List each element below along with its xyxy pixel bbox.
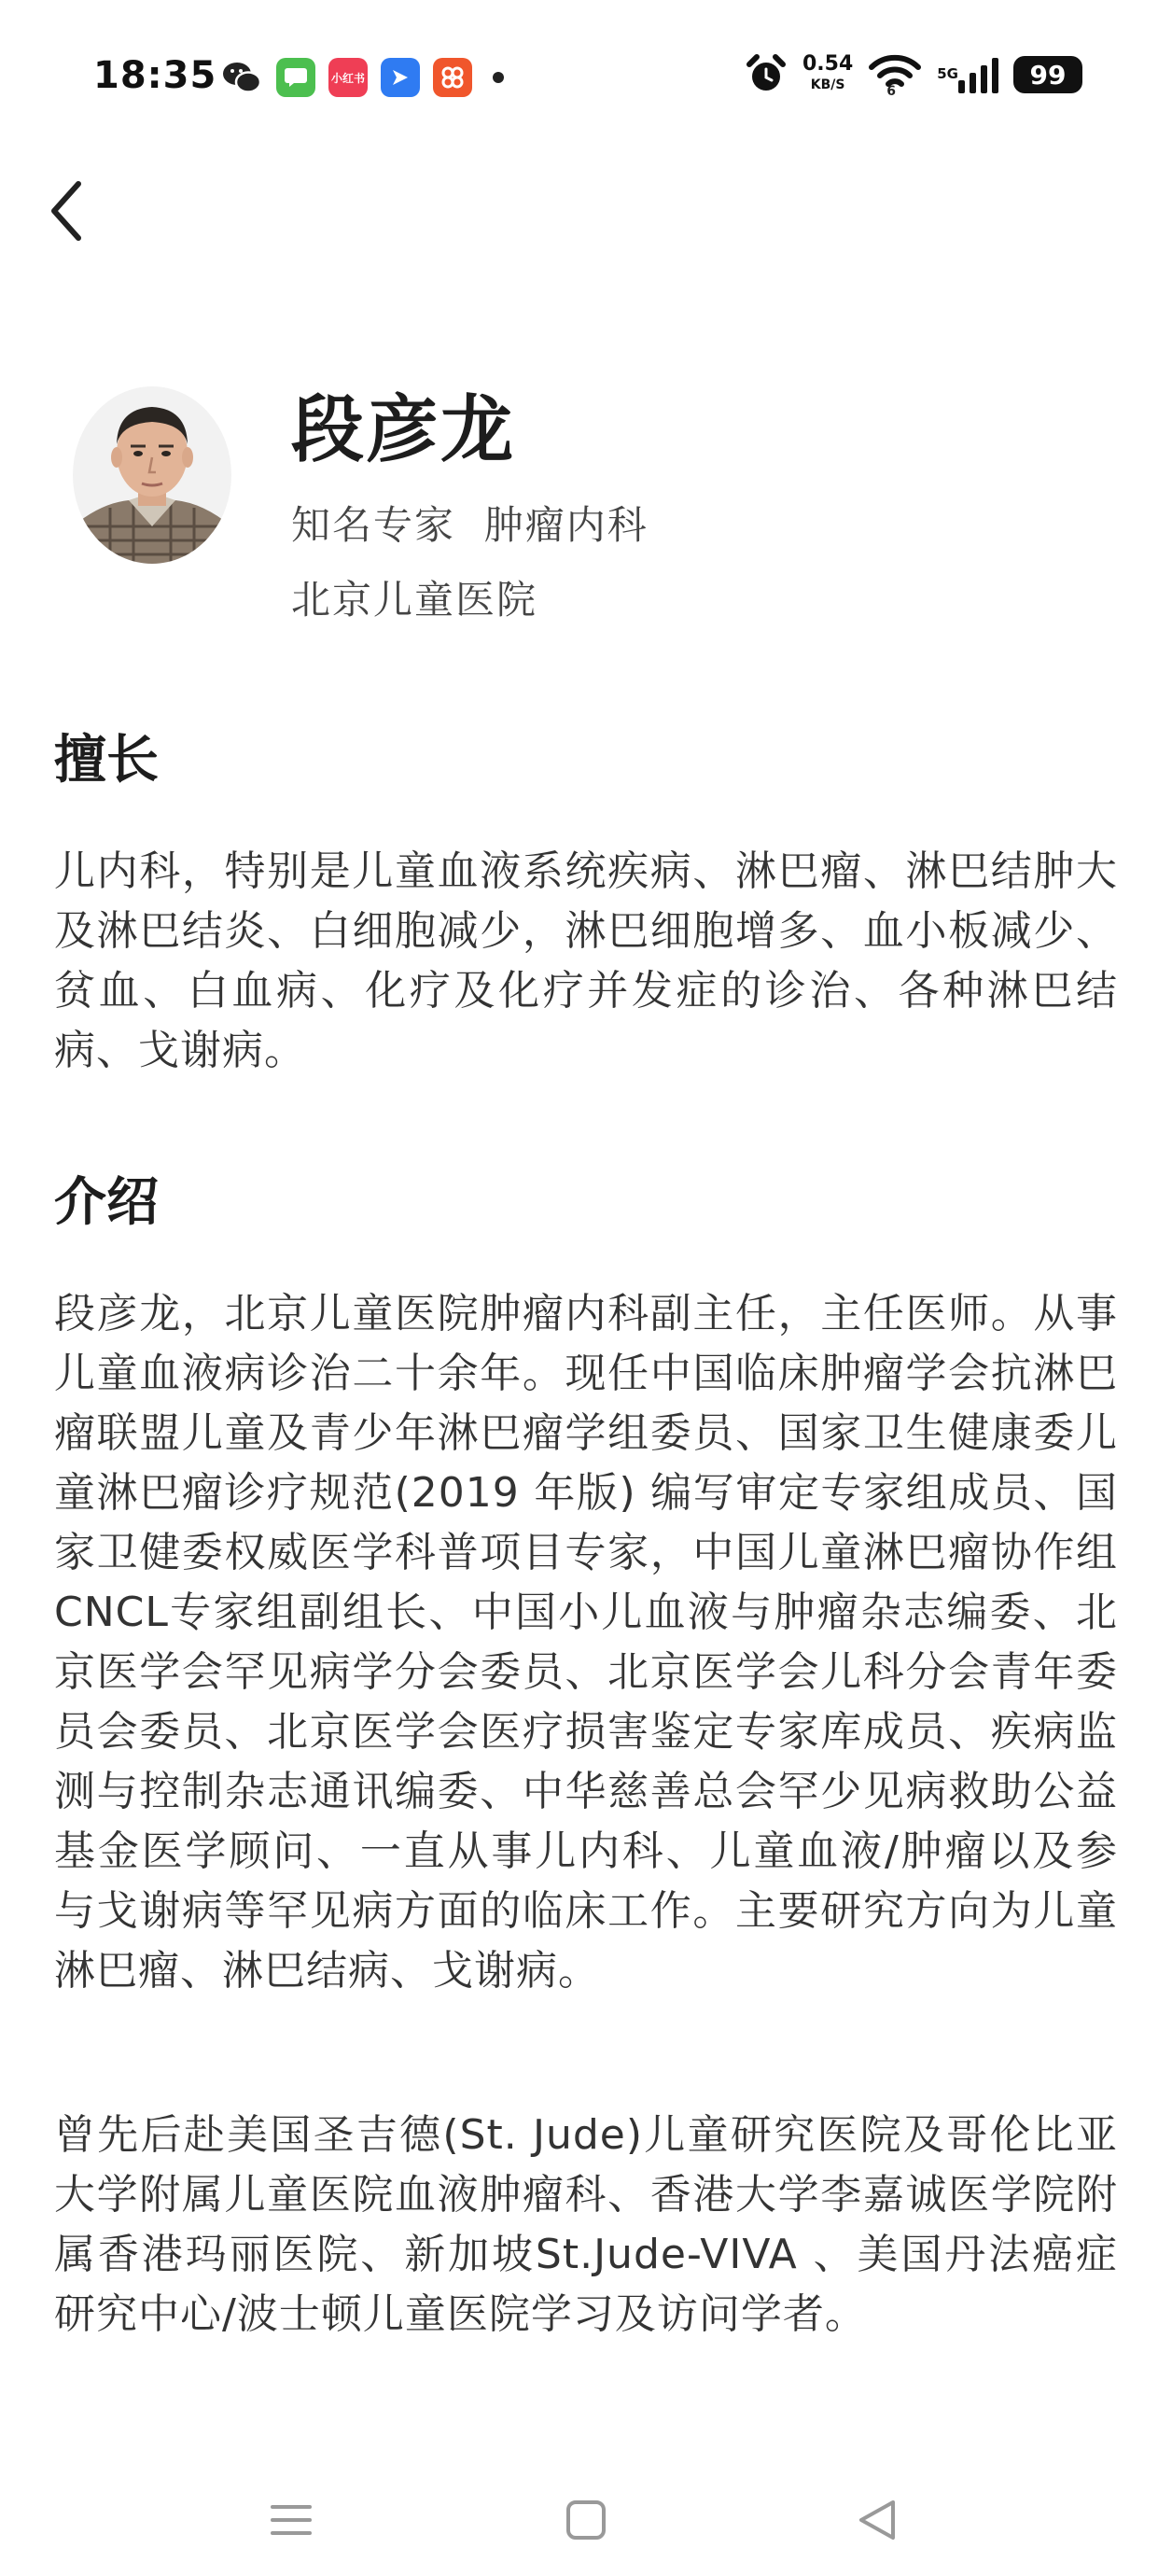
cellular-indicator: [937, 56, 998, 93]
battery-level: 99: [1029, 59, 1067, 91]
network-speed-unit: KB/S: [810, 77, 845, 92]
back-triangle-icon: [856, 2499, 899, 2541]
wechat-icon: [220, 58, 263, 97]
doctor-hospital: 北京儿童医院: [291, 577, 538, 623]
xiaohongshu-icon-label: 小红书: [330, 71, 365, 85]
doctor-name: 段彦龙: [291, 388, 516, 472]
messages-icon: [276, 58, 315, 97]
doctor-avatar: [73, 386, 231, 564]
more-notifications-dot-icon: [493, 72, 504, 83]
menu-button[interactable]: [254, 2483, 328, 2557]
xiaohongshu-icon: [328, 58, 368, 97]
alarm-icon: [745, 53, 788, 96]
status-time: 18:35: [93, 54, 217, 97]
network-speed-value: 0.54: [802, 52, 854, 76]
doctor-title-department: 知名专家 肿瘤内科: [291, 502, 649, 548]
intro-paragraph-1: 段彦龙，北京儿童医院肿瘤内科副主任，主任医师。从事儿童血液病诊治二十余年。现任中国临床肿瘤学会抗淋巴瘤联盟儿童及青少年淋巴瘤学组委员、国家卫生健康委儿童淋巴瘤诊疗规范(2019 年版) 编写审定专家组成员、国家卫健委权威医学科普项目专家，中国儿童淋巴瘤协作组CNCL专家组副组长、中国小儿血液与肿瘤杂志编委、北京医学会罕见病学分会委员、北京医学会儿科分会青年委员会委员、北京医学会医疗损害鉴定专家库成员、疾病监测与控制杂志通讯编委、中华慈善总会罕少见病救助公益基金医学顾问、一直从事儿内科、儿童血液/肿瘤以及参与戈谢病等罕见病方面的临床工作。主要研究方向为儿童淋巴瘤、淋巴结病、戈谢病。: [54, 1290, 1118, 1995]
system-icons: [745, 52, 1082, 97]
intro-heading: 介绍: [54, 1172, 159, 1233]
status-bar: [0, 0, 1172, 159]
expertise-heading: 擅长: [54, 730, 159, 791]
taobao-icon: [433, 58, 472, 97]
intro-paragraph-2: 曾先后赴美国圣吉德(St. Jude)儿童研究医院及哥伦比亚大学附属儿童医院血液肿瘤科、香港大学李嘉诚医学院附属香港玛丽医院、新加坡St.Jude-VIVA 、美国丹法癌症研究中心/波士顿儿童医院学习及访问学者。: [54, 2111, 1118, 2338]
back-button[interactable]: [37, 174, 93, 248]
network-speed: [802, 54, 853, 95]
cellular-signal-icon: [958, 56, 998, 93]
home-square-icon: [565, 2499, 607, 2541]
back-nav-button[interactable]: [840, 2483, 914, 2557]
notification-icons: [220, 58, 504, 97]
home-button[interactable]: [549, 2483, 623, 2557]
menu-icon: [269, 2501, 314, 2539]
cellular-type-tag: 5G: [937, 65, 958, 82]
wifi-generation-tag: 6: [886, 84, 896, 99]
expertise-text: 儿内科，特别是儿童血液系统疾病、淋巴瘤、淋巴结肿大及淋巴结炎、白细胞减少，淋巴细胞增多、血小板减少、贫血、白血病、化疗及化疗并发症的诊治、各种淋巴结病、戈谢病。: [54, 847, 1118, 1074]
battery-icon: [1013, 56, 1082, 93]
wifi-indicator: [868, 52, 922, 97]
chevron-left-icon: [47, 178, 84, 244]
system-navigation-bar: [0, 2464, 1172, 2576]
feishu-icon: [381, 58, 420, 97]
